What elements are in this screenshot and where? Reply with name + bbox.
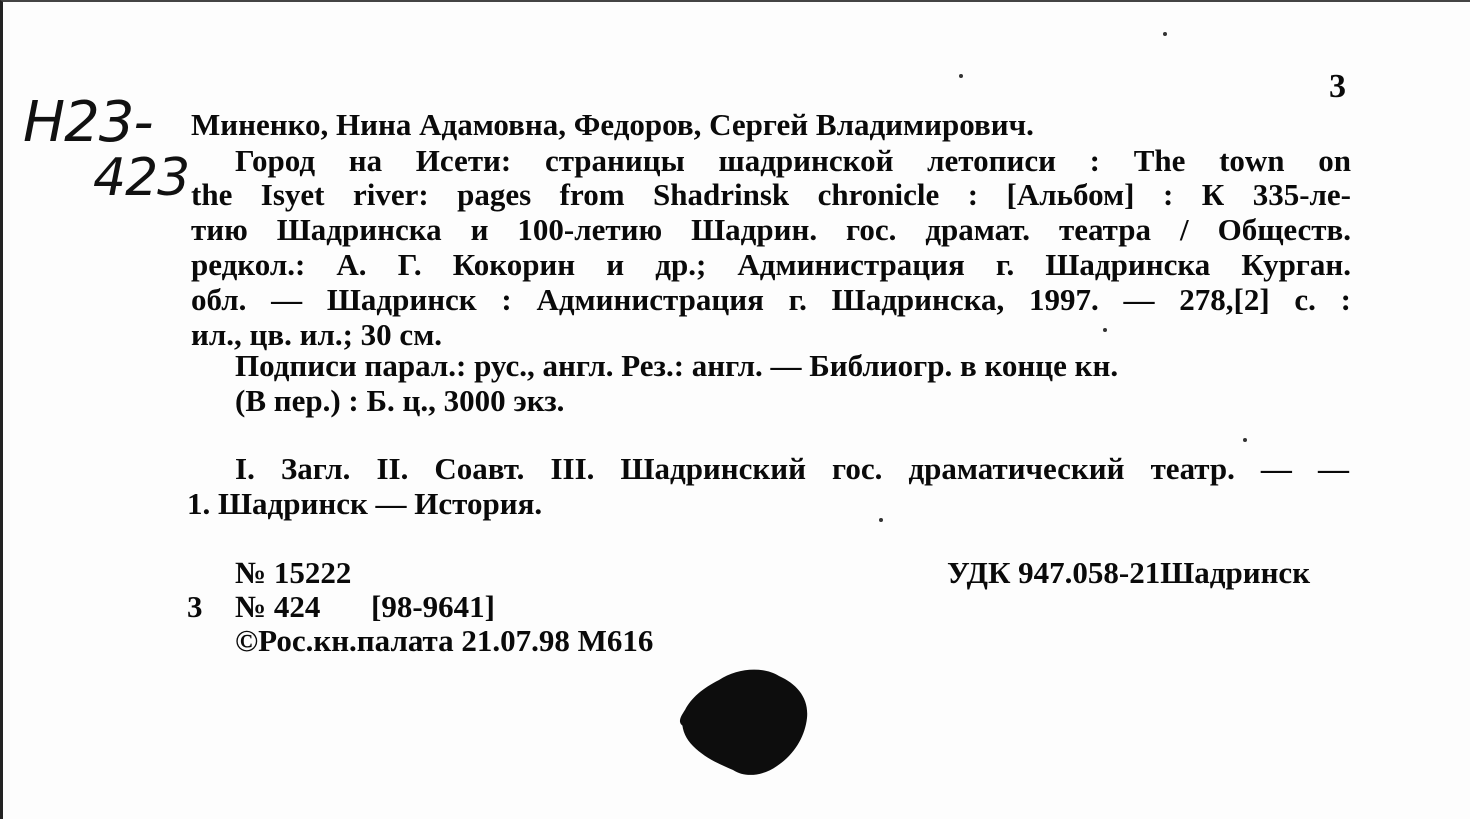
udc-code: УДК 947.058-21Шадринск	[947, 555, 1311, 590]
copyright-line: ©Рос.кн.палата 21.07.98 М616	[235, 623, 654, 658]
handwritten-code-top: Н23-	[23, 90, 153, 155]
author-heading: Миненко, Нина Адамовна, Федоров, Сергей Владимирович.	[191, 107, 1034, 142]
side-mark: 3	[187, 589, 203, 624]
dust-speck	[879, 518, 883, 522]
description-line: обл. — Шадринск : Администрация г. Шадринска, 1997. — 278,[2] с. :	[191, 282, 1351, 317]
tracing-line: 1. Шадринск — История.	[187, 486, 543, 521]
tracing-line: I. Загл. II. Соавт. III. Шадринский гос. драматический театр. — —	[235, 451, 1349, 486]
description-line: ил., цв. ил.; 30 см.	[191, 317, 443, 352]
description-line: редкол.: А. Г. Кокорин и др.; Администрация г. Шадринска Курган.	[191, 247, 1351, 282]
ink-blot	[679, 666, 813, 778]
dust-speck	[959, 74, 963, 78]
record-number-2: № 424	[235, 589, 321, 624]
record-number: № 15222	[235, 555, 352, 590]
description-line: the Isyet river: pages from Shadrinsk chronicle : [Альбом] : К 335-ле-	[191, 177, 1351, 212]
description-line: Город на Исети: страницы шадринской летописи : The town on	[235, 143, 1351, 178]
handwritten-code-bottom: 423	[93, 148, 190, 208]
dust-speck	[1243, 438, 1247, 442]
notes-line: Подписи парал.: рус., англ. Рез.: англ. — Библиогр. в конце кн.	[235, 348, 1119, 383]
dust-speck	[1103, 328, 1107, 332]
notes-line: (В пер.) : Б. ц., 3000 экз.	[235, 383, 565, 418]
dust-speck	[1163, 32, 1167, 36]
description-line: тию Шадринска и 100-летию Шадрин. гос. драмат. театра / Обществ.	[191, 212, 1351, 247]
card-number: 3	[1329, 68, 1346, 105]
bracket-code: [98-9641]	[371, 589, 495, 624]
